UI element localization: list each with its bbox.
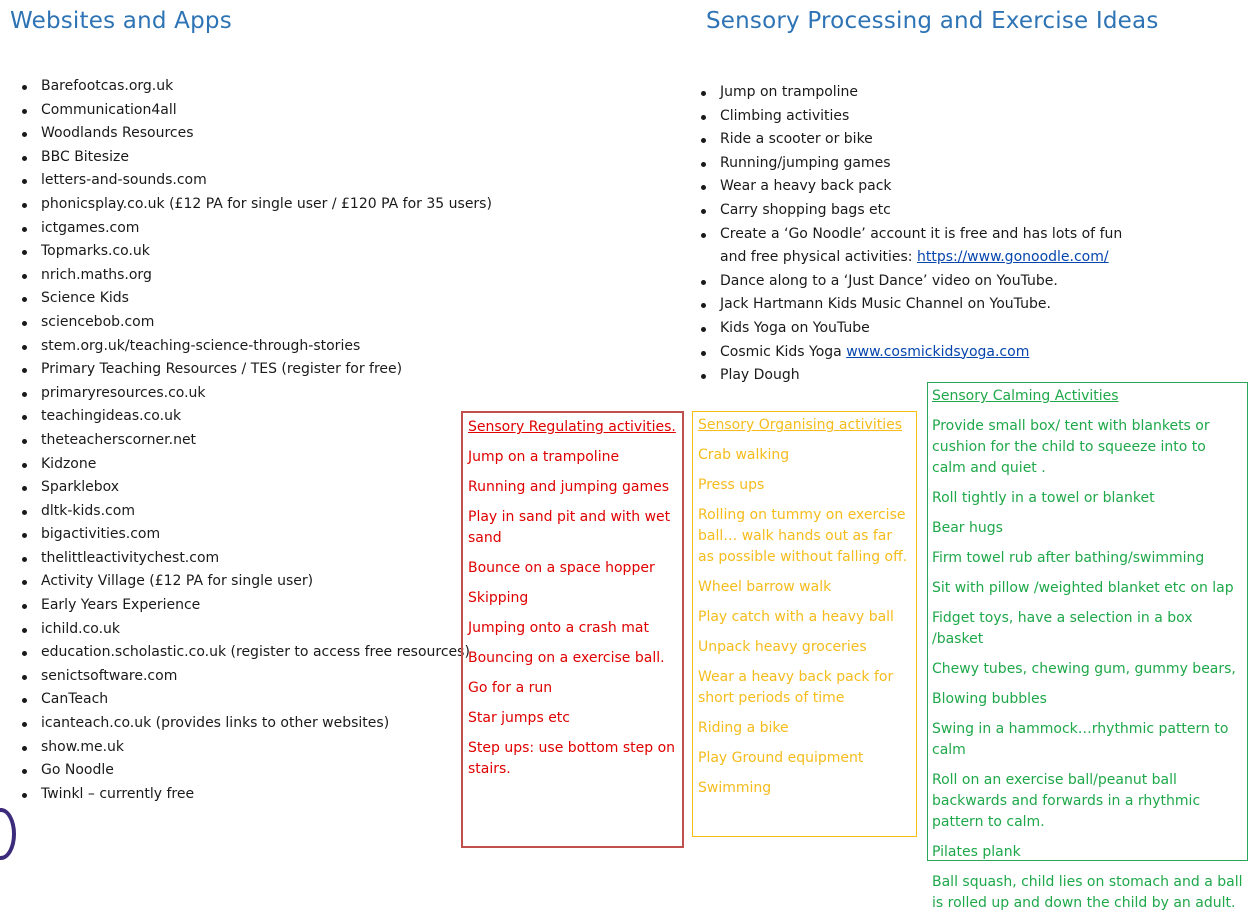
box-item: Ball squash, child lies on stomach and a ball is rolled up and down the child by an adult.: [932, 874, 1243, 911]
list-item: thelittleactivitychest.com: [19, 547, 492, 571]
box-item: Swimming: [698, 780, 772, 796]
box-item: Roll tightly in a towel or blanket: [932, 490, 1155, 506]
list-item: senictsoftware.com: [19, 665, 492, 689]
list-item: Jump on trampoline: [698, 81, 1140, 105]
box-title: Sensory Regulating activities.: [468, 419, 676, 435]
list-item: Barefootcas.org.uk: [19, 75, 492, 99]
box-item: Riding a bike: [698, 720, 789, 736]
list-item: bigactivities.com: [19, 523, 492, 547]
box-item: Wheel barrow walk: [698, 579, 832, 595]
box-item: Running and jumping games: [468, 479, 670, 495]
box-item: Play in sand pit and with wet sand: [468, 509, 671, 546]
list-item: show.me.uk: [19, 736, 492, 760]
list-item: theteacherscorner.net: [19, 429, 492, 453]
box-item: Firm towel rub after bathing/swimming: [932, 550, 1205, 566]
list-item: Kids Yoga on YouTube: [698, 317, 1140, 341]
list-item: Topmarks.co.uk: [19, 240, 492, 264]
sensory-heading: Sensory Processing and Exercise Ideas: [706, 8, 1159, 34]
list-item: Early Years Experience: [19, 594, 492, 618]
list-item: primaryresources.co.uk: [19, 382, 492, 406]
list-item: Play Dough: [698, 364, 1140, 388]
box-item: Unpack heavy groceries: [698, 639, 867, 655]
box-item: Chewy tubes, chewing gum, gummy bears,: [932, 661, 1236, 677]
box-item: Swing in a hammock…rhythmic pattern to calm: [932, 721, 1229, 758]
cosmic-kids-text: Cosmic Kids Yoga: [720, 343, 847, 360]
box-item: Roll on an exercise ball/peanut ball backwards and forwards in a rhythmic pattern to calm.: [932, 772, 1201, 830]
list-item: Ride a scooter or bike: [698, 128, 1140, 152]
list-item: Communication4all: [19, 99, 492, 123]
cosmic-kids-yoga-link[interactable]: www.cosmickidsyoga.com: [846, 343, 1030, 360]
list-item: Wear a heavy back pack: [698, 175, 1140, 199]
list-item: Science Kids: [19, 287, 492, 311]
box-item: Play catch with a heavy ball: [698, 609, 894, 625]
box-item: Sit with pillow /weighted blanket etc on lap: [932, 580, 1234, 596]
list-item: ictgames.com: [19, 217, 492, 241]
box-item: Bouncing on a exercise ball.: [468, 650, 665, 666]
list-item: ichild.co.uk: [19, 618, 492, 642]
list-item: teachingideas.co.uk: [19, 405, 492, 429]
list-item: Dance along to a ‘Just Dance’ video on YouTube.: [698, 270, 1140, 294]
logo-fragment: [0, 808, 16, 860]
list-item: Jack Hartmann Kids Music Channel on YouTube.: [698, 293, 1140, 317]
box-title: Sensory Calming Activities: [932, 388, 1119, 404]
list-item: CanTeach: [19, 688, 492, 712]
box-item: Wear a heavy back pack for short periods of time: [698, 669, 894, 706]
websites-list: [19, 75, 492, 806]
box-item: Crab walking: [698, 447, 790, 463]
box-item: Fidget toys, have a selection in a box /basket: [932, 610, 1193, 647]
list-item: stem.org.uk/teaching-science-through-stories: [19, 335, 492, 359]
list-item: nrich.maths.org: [19, 264, 492, 288]
list-item: BBC Bitesize: [19, 146, 492, 170]
sensory-calming-box: [927, 382, 1248, 911]
list-item: sciencebob.com: [19, 311, 492, 335]
list-item: Climbing activities: [698, 105, 1140, 129]
box-item: Play Ground equipment: [698, 750, 864, 766]
sensory-ideas-list: [698, 81, 1140, 388]
list-item: Activity Village (£12 PA for single user): [19, 570, 492, 594]
box-item: Go for a run: [468, 680, 553, 696]
box-item: Bounce on a space hopper: [468, 560, 655, 576]
box-item: Star jumps etc: [468, 710, 570, 726]
sensory-regulating-box: [461, 411, 684, 848]
list-item: Sparklebox: [19, 476, 492, 500]
list-item: education.scholastic.co.uk (register to access free resources): [19, 641, 492, 665]
box-item: Skipping: [468, 590, 529, 606]
box-title: Sensory Organising activities: [698, 417, 902, 433]
websites-heading: Websites and Apps: [10, 8, 232, 34]
box-item: Step ups: use bottom step on stairs.: [468, 740, 676, 777]
list-item: Woodlands Resources: [19, 122, 492, 146]
box-item: Blowing bubbles: [932, 691, 1047, 707]
list-item: dltk-kids.com: [19, 500, 492, 524]
list-item: Kidzone: [19, 453, 492, 477]
go-noodle-link[interactable]: https://www.gonoodle.com/: [916, 249, 1109, 266]
box-item: Jumping onto a crash mat: [468, 620, 649, 636]
list-item: Carry shopping bags etc: [698, 199, 1140, 223]
list-item: Primary Teaching Resources / TES (register for free): [19, 358, 492, 382]
list-item: [698, 341, 1140, 365]
list-item: icanteach.co.uk (provides links to other websites): [19, 712, 492, 736]
list-item: letters-and-sounds.com: [19, 169, 492, 193]
box-item: Pilates plank: [932, 844, 1021, 860]
box-item: Jump on a trampoline: [468, 449, 620, 465]
box-item: Bear hugs: [932, 520, 1003, 536]
list-item: Running/jumping games: [698, 152, 1140, 176]
go-noodle-text: Create a ‘Go Noodle’ account it is free and has lots of fun and free physical activities:: [720, 225, 1123, 266]
list-item: Go Noodle: [19, 759, 492, 783]
box-item: Rolling on tummy on exercise ball… walk hands out as far as possible without falling off.: [698, 507, 908, 565]
list-item: Twinkl – currently free: [19, 783, 492, 807]
box-item: Provide small box/ tent with blankets or cushion for the child to squeeze into to calm and quiet .: [932, 418, 1210, 476]
list-item: phonicsplay.co.uk (£12 PA for single user / £120 PA for 35 users): [19, 193, 492, 217]
sensory-organising-box: [692, 411, 917, 837]
box-item: Press ups: [698, 477, 765, 493]
list-item: [698, 223, 1140, 270]
